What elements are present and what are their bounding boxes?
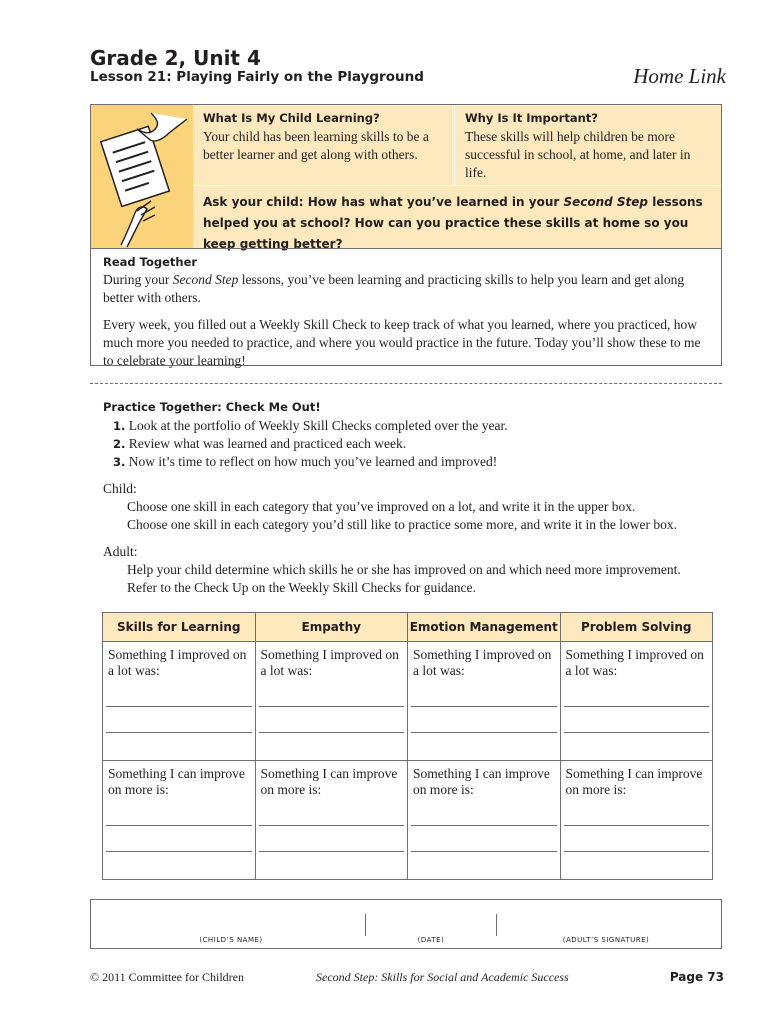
adult-signature-label: (ADULT’S SIGNATURE): [562, 936, 650, 944]
rt-p1-start: During your: [103, 272, 173, 287]
child-instruction: Choose one skill in each category you’d still like to practice some more, and write it in the lower box.: [127, 517, 677, 532]
adult-instruction: Refer to the Check Up on the Weekly Skill Checks for guidance.: [127, 580, 476, 595]
read-together-heading: Read Together: [103, 255, 198, 269]
cell-prompt: Something I improved on a lot was:: [108, 647, 247, 678]
adult-instruction: Help your child determine which skills he or she has improved on and which need more improvement.: [127, 562, 681, 577]
improved-cell[interactable]: [408, 642, 561, 761]
step-text: Now it’s time to reflect on how much you’ve learned and improved!: [128, 454, 498, 469]
improved-cell[interactable]: [255, 642, 408, 761]
column-header: Skills for Learning: [103, 613, 256, 642]
page-number: Page 73: [669, 970, 724, 984]
child-label: Child:: [103, 481, 137, 496]
importance-heading: Why Is It Important?: [465, 111, 598, 125]
ask-program-name: Second Step: [563, 195, 649, 209]
rt-p1-end: lessons, you’ve been learning and practicing skills to help you learn and get along better with others.: [103, 272, 685, 305]
ask-text-start: Ask your child: How has what you’ve learned in your: [203, 195, 564, 209]
step-number: 2.: [113, 437, 126, 451]
rt-p1-program-name: Second Step: [172, 272, 239, 287]
improved-cell[interactable]: [103, 642, 256, 761]
info-box: [90, 104, 722, 366]
adult-label: Adult:: [103, 544, 138, 559]
unit-title: Grade 2, Unit 4: [90, 46, 261, 70]
practice-section: [103, 400, 723, 597]
improve-more-cell[interactable]: [255, 761, 408, 880]
improved-cell[interactable]: [560, 642, 713, 761]
cell-prompt: Something I improved on a lot was:: [260, 647, 399, 678]
signature-divider: [496, 914, 497, 936]
read-together-paragraph-1: [103, 271, 709, 307]
hands-paper-icon: [91, 105, 193, 248]
importance-section: [455, 105, 721, 185]
date-label: (DATE): [417, 936, 445, 944]
read-together-paragraph-2: Every week, you filled out a Weekly Skill Check to keep track of what you learned, where you practiced, how much more you needed to practice, and where you would practice in the future. Today you’ll show these to me to celebrate your learning!: [103, 317, 701, 368]
practice-step: [103, 435, 723, 453]
improve-more-cell[interactable]: [103, 761, 256, 880]
improve-more-cell[interactable]: [560, 761, 713, 880]
improve-more-cell[interactable]: [408, 761, 561, 880]
cell-prompt: Something I can improve on more is:: [260, 766, 398, 797]
column-header: Emotion Management: [408, 613, 561, 642]
cell-prompt: Something I improved on a lot was:: [413, 647, 552, 678]
learning-body: Your child has been learning skills to be a better learner and get along with others.: [203, 129, 429, 162]
program-name: Second Step: Skills for Social and Academic Success: [316, 970, 569, 984]
home-link-title: Home Link: [633, 64, 726, 88]
cell-prompt: Something I can improve on more is:: [565, 766, 703, 797]
copyright: © 2011 Committee for Children: [90, 970, 244, 984]
signature-divider: [365, 914, 366, 936]
child-name-label: (CHILD’S NAME): [199, 936, 263, 944]
practice-heading: Practice Together: Check Me Out!: [103, 400, 321, 414]
learning-section: [193, 105, 455, 185]
skills-table: [102, 612, 713, 880]
read-together-section: [91, 248, 721, 370]
cell-prompt: Something I can improve on more is:: [108, 766, 245, 797]
column-header: Empathy: [255, 613, 408, 642]
step-text: Review what was learned and practiced each week.: [128, 436, 407, 451]
illustration-panel: [91, 105, 193, 248]
cell-prompt: Something I can improve on more is:: [413, 766, 550, 797]
cut-line: [90, 383, 722, 384]
ask-your-child: [193, 185, 721, 251]
practice-step: [103, 453, 723, 471]
practice-step: [103, 417, 723, 435]
step-number: 3.: [113, 455, 126, 469]
cell-prompt: Something I improved on a lot was:: [565, 647, 704, 678]
signature-box[interactable]: [90, 899, 722, 949]
child-instruction: Choose one skill in each category that you’ve improved on a lot, and write it in the upper box.: [127, 499, 636, 514]
lesson-title: Lesson 21: Playing Fairly on the Playground: [90, 69, 424, 85]
step-text: Look at the portfolio of Weekly Skill Checks completed over the year.: [128, 418, 508, 433]
importance-body: These skills will help children be more successful in school, at home, and later in life.: [465, 129, 691, 180]
step-number: 1.: [113, 419, 126, 433]
column-header: Problem Solving: [560, 613, 713, 642]
ask-text-end: lessons helped you at school? How can you practice these skills at home so you keep getting better?: [203, 195, 703, 251]
learning-heading: What Is My Child Learning?: [203, 111, 380, 125]
